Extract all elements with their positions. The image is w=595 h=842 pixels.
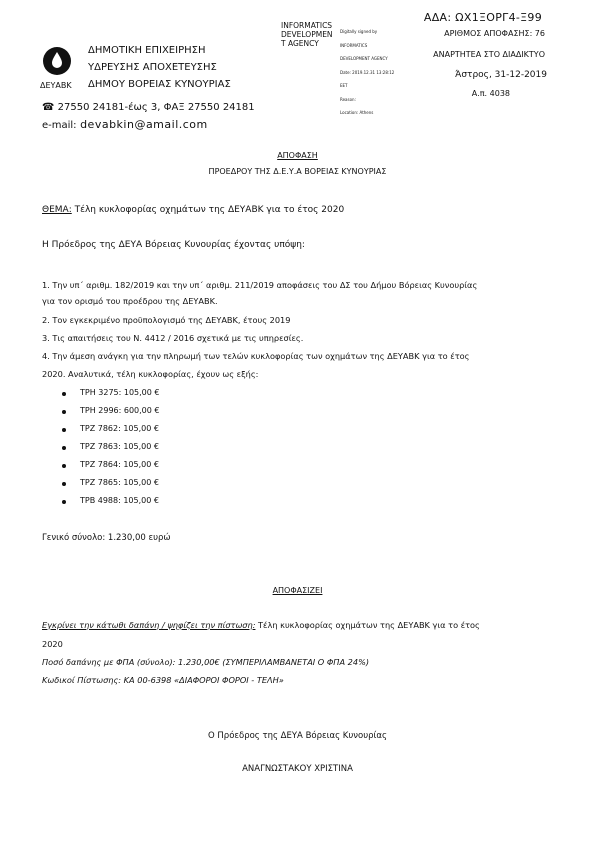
bullet-icon xyxy=(62,392,66,396)
vehicle-item: ΤΡΖ 7863: 105,00 € xyxy=(80,442,159,451)
decision-amount: Ποσό δαπάνης με ΦΠΑ (σύνολο): 1.230,00€ (ΣΥΜΠΕΡΙΛΑΜΒΑΝΕΤΑΙ Ο ΦΠΑ 24%) xyxy=(42,657,370,667)
decision-number: ΑΡΙΘΜΟΣ ΑΠΟΦΑΣΗΣ: 76 xyxy=(444,29,545,38)
signatory-role: Ο Πρόεδρος της ΔΕΥΑ Βόρειας Κυνουρίας xyxy=(208,731,387,741)
decision-approve-label: Εγκρίνει την κάτωθι δαπάνη / ψηφίζει την πίστωση: xyxy=(42,620,256,630)
posted-online: ΑΝΑΡΤΗΤΕΑ ΣΤΟ ΔΙΑΔΙΚΤΥΟ xyxy=(433,50,545,59)
place-date: Άστρος, 31-12-2019 xyxy=(455,70,547,80)
grand-total: Γενικό σύνολο: 1.230,00 ευρώ xyxy=(42,533,171,543)
signature-detail-5: EET xyxy=(340,83,348,88)
org-name-line-2: ΥΔΡΕΥΣΗΣ ΑΠΟΧΕΤΕΥΣΗΣ xyxy=(88,62,217,73)
signature-detail-4: Date: 2019.12.31 13:28:12 xyxy=(340,69,395,75)
protocol-number: Α.π. 4038 xyxy=(471,89,510,98)
signature-title-line-3: T AGENCY xyxy=(281,39,319,48)
signature-details xyxy=(340,21,394,120)
phone-text: 27550 24181-έως 3, ΦΑΞ 27550 24181 xyxy=(57,102,255,113)
phone-icon: ☎ xyxy=(42,102,55,113)
subject-line xyxy=(42,205,344,215)
decides-heading: ΑΠΟΦΑΣΙΖΕΙ xyxy=(272,586,323,595)
signature-title-line-1: INFORMATICS xyxy=(281,21,333,30)
vehicle-item: ΤΡΖ 7865: 105,00 € xyxy=(80,478,159,487)
vehicle-item: ΤΡΗ 2996: 600,00 € xyxy=(80,406,160,415)
consideration-3: 3. Τις απαιτήσεις του Ν. 4412 / 2016 σχετικά με τις υπηρεσίες. xyxy=(42,333,304,343)
bullet-icon xyxy=(62,410,66,414)
bullet-icon xyxy=(62,446,66,450)
ada-code: ΑΔΑ: ΩΧ1ΞΟΡΓ4-Ξ99 xyxy=(423,11,542,24)
email-label: e-mail: xyxy=(42,120,77,131)
subject-label: ΘΕΜΑ: xyxy=(42,205,72,215)
decision-approve-text: Τέλη κυκλοφορίας οχημάτων της ΔΕΥΑΒΚ για το έτος xyxy=(255,620,480,630)
consideration-4-line-2: 2020. Αναλυτικά, τέλη κυκλοφορίας, έχουν ως εξής: xyxy=(42,369,259,379)
email-line xyxy=(42,118,208,131)
consideration-1-line-2: για τον ορισμό του προέδρου της ΔΕΥΑΒΚ. xyxy=(42,296,218,306)
vehicle-item: ΤΡΖ 7864: 105,00 € xyxy=(80,460,159,469)
bullet-icon xyxy=(62,500,66,504)
vehicle-item: ΤΡΒ 4988: 105,00 € xyxy=(80,496,159,505)
signature-detail-7: Location: Athens xyxy=(340,110,374,115)
signature-title-line-2: DEVELOPMEN xyxy=(281,30,333,39)
signature-detail-2: INFORMATICS xyxy=(340,42,368,48)
intro-text: Η Πρόεδρος της ΔΕΥΑ Βόρειας Κυνουρίας έχοντας υπόψη: xyxy=(42,240,305,250)
org-name-line-1: ΔΗΜΟΤΙΚΗ ΕΠΙΧΕΙΡΗΣΗ xyxy=(88,45,206,56)
vehicle-item: ΤΡΗ 3275: 105,00 € xyxy=(80,388,160,397)
bullet-icon xyxy=(62,428,66,432)
water-drop-logo-icon xyxy=(42,46,72,76)
consideration-1-line-1: 1. Την υπ΄ αριθμ. 182/2019 και την υπ΄ αριθμ. 211/2019 αποφάσεις του ΔΣ του Δήμου Βόρειας Κυνουρίας xyxy=(42,280,478,290)
decision-approve-line xyxy=(42,620,480,630)
org-name-line-3: ΔΗΜΟΥ ΒΟΡΕΙΑΣ ΚΥΝΟΥΡΙΑΣ xyxy=(88,79,231,90)
decision-credit-codes: Κωδικοί Πίστωσης: ΚΑ 00-6398 «ΔΙΑΦΟΡΟΙ ΦΟΡΟΙ - ΤΕΛΗ» xyxy=(42,675,284,685)
signature-detail-1: Digitally signed by xyxy=(340,29,378,34)
signature-detail-6: Reason: xyxy=(340,96,356,102)
signature-detail-3: DEVELOPMENT AGENCY xyxy=(340,56,388,61)
email-value[interactable]: devabkin@amail.com xyxy=(80,118,208,131)
document-subtitle: ΠΡΟΕΔΡΟΥ ΤΗΣ Δ.Ε.Υ.Α ΒΟΡΕΙΑΣ ΚΥΝΟΥΡΙΑΣ xyxy=(208,167,387,176)
org-logo xyxy=(42,46,72,92)
consideration-4-line-1: 4. Την άμεση ανάγκη για την πληρωμή των τελών κυκλοφορίας των οχημάτων της ΔΕΥΑΒΚ για το έτος xyxy=(42,351,470,361)
decision-approve-line-2: 2020 xyxy=(42,639,63,649)
digital-signature-stamp xyxy=(281,21,333,48)
phone-line xyxy=(42,102,255,113)
document-title: ΑΠΟΦΑΣΗ xyxy=(277,151,318,160)
consideration-2: 2. Τον εγκεκριμένο προϋπολογισμό της ΔΕΥΑΒΚ, έτους 2019 xyxy=(42,315,291,325)
logo-text: ΔΕΥΑΒΚ xyxy=(40,81,72,90)
bullet-icon xyxy=(62,464,66,468)
vehicle-item: ΤΡΖ 7862: 105,00 € xyxy=(80,424,159,433)
subject-text: Τέλη κυκλοφορίας οχημάτων της ΔΕΥΑΒΚ για το έτος 2020 xyxy=(71,205,345,215)
bullet-icon xyxy=(62,482,66,486)
signatory-name: ΑΝΑΓΝΩΣΤΑΚΟΥ ΧΡΙΣΤΙΝΑ xyxy=(242,764,353,774)
